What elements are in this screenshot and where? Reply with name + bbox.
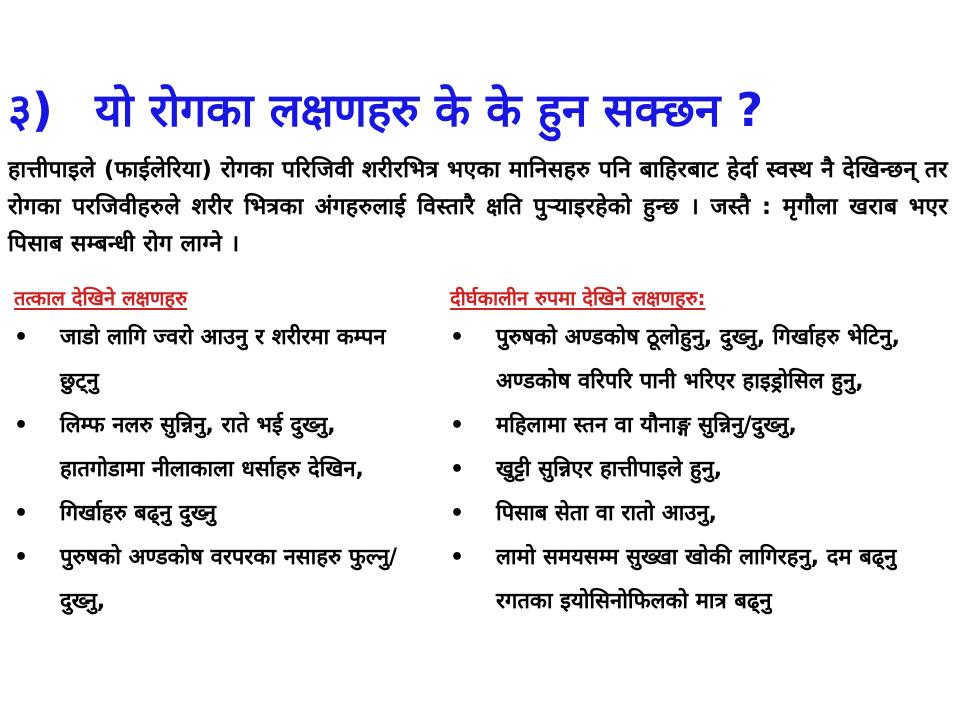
list-item [450,536,955,624]
immediate-symptoms-list [14,316,419,624]
bullet-icon: • [450,501,465,526]
list-item [14,316,419,404]
bullet-icon: • [14,413,29,438]
title-text: यो रोगका लक्षणहरु के के हुन सक्छन ? [94,83,764,137]
list-item [14,404,419,492]
list-item-text: खुट्टी सुन्निएर हात्तीपाइले हुनु, [496,457,723,482]
slide-title [8,76,952,142]
bullet-icon: • [450,325,465,350]
list-item [14,536,419,624]
list-item-text: लिम्फ नलरु सुन्निनु, राते भई दुख्नु, हातगोडामा नीलाकाला धर्साहरु देखिन, [60,413,364,482]
bullet-icon: • [14,501,29,526]
long-term-symptoms-heading: दीर्घकालीन रुपमा देखिने लक्षणहरु: [450,286,706,310]
bullet-icon: • [450,457,465,482]
list-item [14,492,419,536]
list-item-text: महिलामा स्तन वा यौनाङ्ग सुन्निनु/दुख्नु, [496,413,797,438]
list-item-text: जाडो लागि ज्वरो आउनु र शरीरमा कम्पन छुट्नु [60,325,386,394]
list-item [450,492,955,536]
list-item-text: लामो समयसम्म सुख्खा खोकी लागिरहनु, दम बढ्नु रगतका इयोसिनोफिलको मात्र बढ्नु [496,545,897,614]
list-item-text: पुरुषको अण्डकोष ठूलोहुनु, दुख्नु, गिर्खाहरु भेटिनु, अण्डकोष वरिपरि पानी भरिएर हाइड्रोसिल हुनु, [496,325,900,394]
list-item-text: गिर्खाहरु बढ्नु दुख्नु [60,501,217,526]
bullet-icon: • [450,413,465,438]
title-number: ३) [8,83,53,137]
bullet-icon: • [14,325,29,350]
long-term-symptoms-list [450,316,955,624]
list-item [450,404,955,448]
long-term-symptoms-column [450,284,955,624]
list-item [450,316,955,404]
intro-paragraph: हात्तीपाइले (फाईलेरिया) रोगका परिजिवी शरीरभित्र भएका मानिसहरु पनि बाहिरबाट हेर्दा स्वस्थ नै देखिन्छन् तर रोगका परजिवीहरुले शरीर भित्रका अंगहरुलाई विस्तारै क्षति पुऱ्याइरहेको हुन्छ । जस्तै : मृगौला खराब भएर पिसाब सम्बन्धी रोग लाग्ने । [8,157,948,257]
immediate-symptoms-heading: तत्काल देखिने लक्षणहरु [14,286,188,310]
list-item-text: पिसाब सेता वा रातो आउनु, [496,501,718,526]
bullet-icon: • [14,545,29,570]
bullet-icon: • [450,545,465,570]
immediate-symptoms-column [14,284,419,624]
list-item [450,448,955,492]
list-item-text: पुरुषको अण्डकोष वरपरका नसाहरु फुल्नु/दुख्नु, [60,545,398,614]
